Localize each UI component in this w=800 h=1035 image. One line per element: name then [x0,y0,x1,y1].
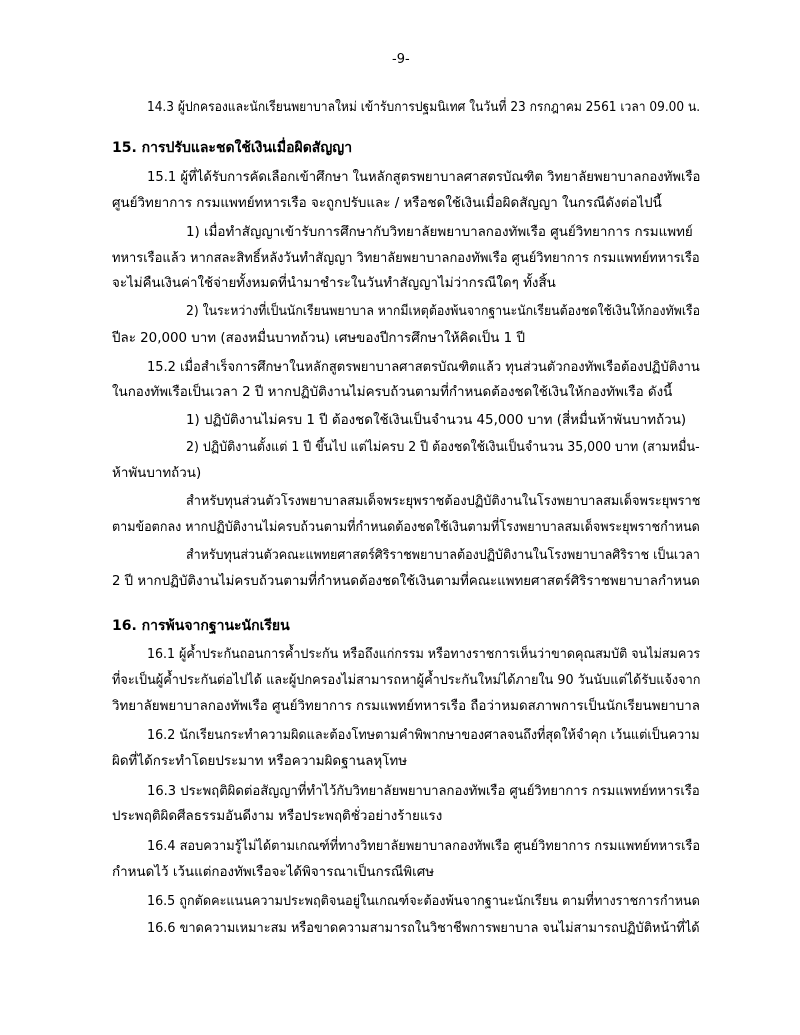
paragraph-line: 2) ปฏิบัติงานตั้งแต่ 1 ปี ขึ้นไป แต่ไม่ครบ 2 ปี ต้องชดใช้เงินเป็นจำนวน 35,000 บาท (สามหมื่น- [186,440,700,455]
paragraph-line: ตามข้อตกลง หากปฏิบัติงานไม่ครบถ้วนตามที่กำหนดต้องชดใช้เงินตามที่โรงพยาบาลสมเด็จพระยุพราชกำหนด [112,520,700,535]
paragraph-line: 16.6 ขาดความเหมาะสม หรือขาดความสามารถในวิชาชีพการพยาบาล จนไม่สามารถปฏิบัติหน้าที่ได้ [147,921,700,936]
paragraph-line: สำหรับทุนส่วนตัวคณะแพทยศาสตร์ศิริราชพยาบาลต้องปฏิบัติงานในโรงพยาบาลศิริราช เป็นเวลา [186,548,700,563]
paragraph-line: 2) ในระหว่างที่เป็นนักเรียนพยาบาล หากมีเหตุต้องพ้นจากฐานะนักเรียนต้องชดใช้เงินให้กองทัพเรือ [186,304,701,319]
paragraph-line: ปีละ 20,000 บาท (สองหมื่นบาทถ้วน) เศษของปีการศึกษาให้คิดเป็น 1 ปี [112,331,525,346]
paragraph-line: สำหรับทุนส่วนตัวโรงพยาบาลสมเด็จพระยุพราชต้องปฏิบัติงานในโรงพยาบาลสมเด็จพระยุพราช [186,494,701,509]
paragraph-line: 16.5 ถูกตัดคะแนนความประพฤติจนอยู่ในเกณฑ์จะต้องพ้นจากฐานะนักเรียน ตามที่ทางราชการกำหนด [147,894,700,909]
paragraph-line: วิทยาลัยพยาบาลกองทัพเรือ ศูนย์วิทยาการ กรมแพทย์ทหารเรือ ถือว่าหมดสภาพการเป็นนักเรียนพยาบาล [112,699,700,714]
paragraph-line: 15.2 เมื่อสำเร็จการศึกษาในหลักสูตรพยาบาลศาสตรบัณฑิตแล้ว ทุนส่วนตัวกองทัพเรือต้องปฏิบัติงาน [147,360,700,375]
paragraph-line: 16.4 สอบความรู้ไม่ได้ตามเกณฑ์ที่ทางวิทยาลัยพยาบาลกองทัพเรือ ศูนย์วิทยาการ กรมแพทย์ทหารเรือ [147,839,701,854]
paragraph-line: ห้าพันบาทถ้วน) [112,466,202,481]
paragraph-line: 2 ปี หากปฏิบัติงานไม่ครบถ้วนตามที่กำหนดต้องชดใช้เงินตามที่คณะแพทยศาสตร์ศิริราชพยาบาลกำหนด [112,574,700,589]
paragraph-line: 16.2 นักเรียนกระทำความผิดและต้องโทษตามคำพิพากษาของศาลจนถึงที่สุดให้จำคุก เว้นแต่เป็นความ [147,728,700,743]
paragraph-line: 1) เมื่อทำสัญญาเข้ารับการศึกษากับวิทยาลัยพยาบาลกองทัพเรือ ศูนย์วิทยาการ กรมแพทย์ [186,225,693,240]
paragraph-line: ทหารเรือแล้ว หากสละสิทธิ์หลังวันทำสัญญา วิทยาลัยพยาบาลกองทัพเรือ ศูนย์วิทยาการ กรมแพทย์ทหารเรือ [112,251,700,266]
paragraph-line: ประพฤติผิดศีลธรรมอันดีงาม หรือประพฤติชั่วอย่างร้ายแรง [112,809,443,824]
section-16-heading: 16. การพ้นจากฐานะนักเรียน [112,618,290,634]
paragraph-line: 16.3 ประพฤติผิดต่อสัญญาที่ทำไว้กับวิทยาลัยพยาบาลกองทัพเรือ ศูนย์วิทยาการ กรมแพทย์ทหารเรือ [147,784,700,799]
paragraph-line: 1) ปฏิบัติงานไม่ครบ 1 ปี ต้องชดใช้เงินเป็นจำนวน 45,000 บาท (สี่หมื่นห้าพันบาทถ้วน) [186,413,687,428]
paragraph-line: ที่จะเป็นผู้ค้ำประกันต่อไปได้ และผู้ปกครองไม่สามารถหาผู้ค้ำประกันใหม่ได้ภายใน 90 วันนับแต่ได้รับแจ้งจาก [112,673,701,688]
paragraph-line: 15.1 ผู้ที่ได้รับการคัดเลือกเข้าศึกษา ในหลักสูตรพยาบาลศาสตรบัณฑิต วิทยาลัยพยาบาลกองทัพเรือ [147,170,701,185]
paragraph-line: 16.1 ผู้ค้ำประกันถอนการค้ำประกัน หรือถึงแก่กรรม หรือทางราชการเห็นว่าขาดคุณสมบัติ จนไม่สมควร [147,647,701,662]
paragraph-line: จะไม่คืนเงินค่าใช้จ่ายทั้งหมดที่นำมาชำระในวันทำสัญญาไม่ว่ากรณีใดๆ ทั้งสิ้น [112,276,556,291]
page-number: -9- [392,52,410,67]
paragraph-line: ในกองทัพเรือเป็นเวลา 2 ปี หากปฏิบัติงานไม่ครบถ้วนตามที่กำหนดต้องชดใช้เงินให้กองทัพเรือ ดังนี้ [112,385,673,400]
section-15-heading: 15. การปรับและชดใช้เงินเมื่อผิดสัญญา [112,140,353,156]
item-14-3: 14.3 ผู้ปกครองและนักเรียนพยาบาลใหม่ เข้ารับการปฐมนิเทศ ในวันที่ 23 กรกฎาคม 2561 เวลา 09.00 น. [147,100,701,115]
paragraph-line: กำหนดไว้ เว้นแต่กองทัพเรือจะได้พิจารณาเป็นกรณีพิเศษ [112,865,435,880]
paragraph-line: ศูนย์วิทยาการ กรมแพทย์ทหารเรือ จะถูกปรับและ / หรือชดใช้เงินเมื่อผิดสัญญา ในกรณีดังต่อไปนี้ [112,196,662,211]
paragraph-line: ผิดที่ได้กระทำโดยประมาท หรือความผิดฐานลหุโทษ [112,754,408,769]
